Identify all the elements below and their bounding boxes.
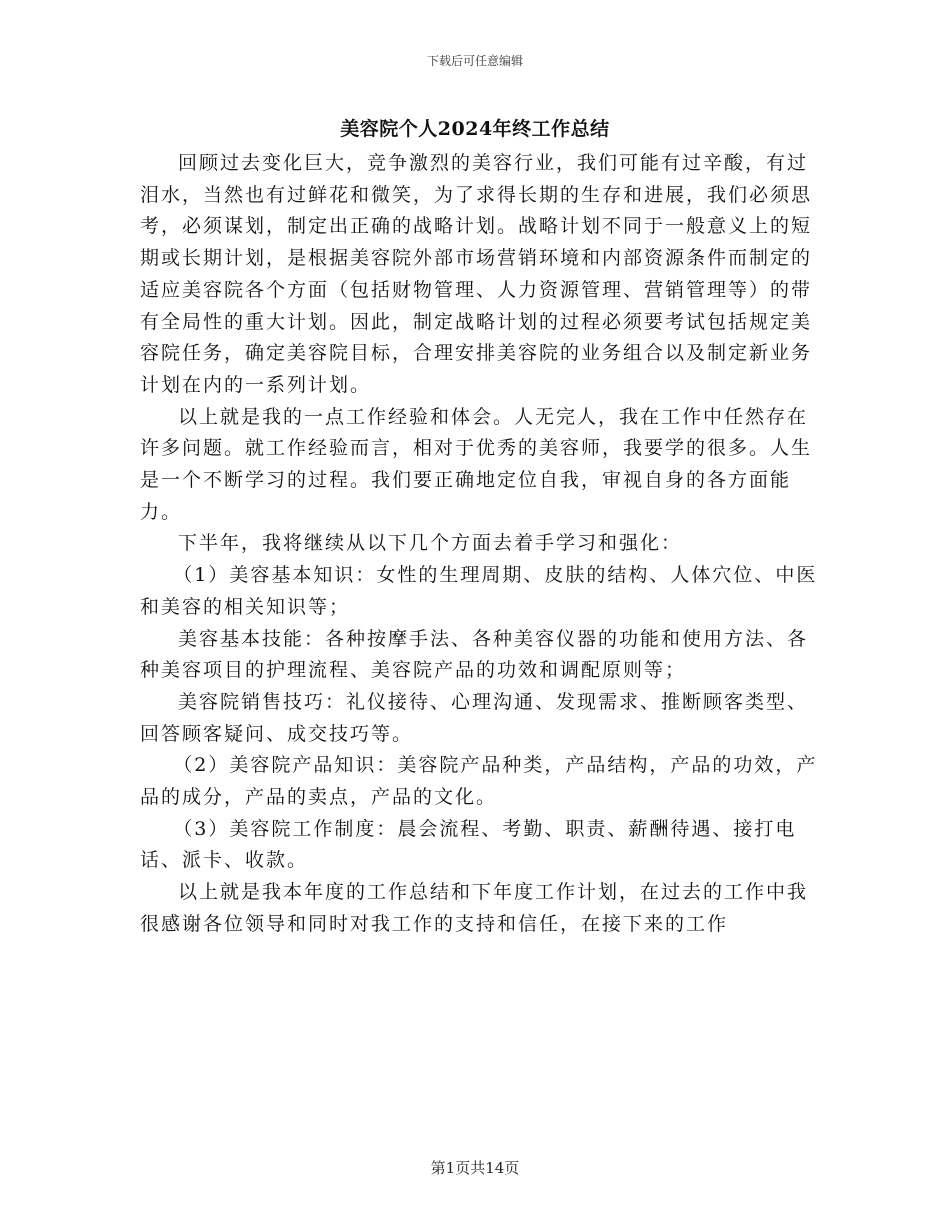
paragraph-review: 回顾过去变化巨大，竞争激烈的美容行业，我们可能有过辛酸，有过泪水，当然也有过鲜花和微笑，为了求得长期的生存和进展，我们必须思考，必须谋划，制定出正确的战略计划。战略计划不同于一般意义上的短期或长期计划，是根据美容院外部市场营销环境和内部资源条件而制定的适应美容院各个方面（包括财物管理、人力资源管理、营销管理等）的带有全局性的重大计划。因此，制定战略计划的过程必须要考试包括规定美容院任务，确定美容院目标，合理安排美容院的业务组合以及制定新业务计划在内的一系列计划。 <box>140 152 813 396</box>
header-note: 下载后可任意编辑 <box>426 54 523 68</box>
paragraph-summary: 以上就是我本年度的工作总结和下年度工作计划，在过去的工作中我很感谢各位领导和同时对我工作的支持和信任，在接下来的工作 <box>140 881 809 935</box>
paragraph-sales-skills: 美容院销售技巧：礼仪接待、心理沟通、发现需求、推断顾客类型、回答顾客疑问、成交技巧等。 <box>140 690 809 745</box>
document-body <box>140 148 820 941</box>
paragraph-product-knowledge: （2）美容院产品知识：美容院产品种类，产品结构，产品的功效，产品的成分，产品的卖点，产品的文化。 <box>140 754 818 809</box>
page-number: 第1页共14页 <box>430 1159 520 1177</box>
document-title: 美容院个人2024年终工作总结 <box>340 118 610 140</box>
paragraph-basic-skills: 美容基本技能：各种按摩手法、各种美容仪器的功能和使用方法、各种美容项目的护理流程、美容院产品的功效和调配原则等； <box>140 627 809 682</box>
paragraph-work-rules: （3）美容院工作制度：晨会流程、考勤、职责、薪酬待遇、接打电话、派卡、收款。 <box>140 817 797 872</box>
paragraph-basic-knowledge: （1）美容基本知识：女性的生理周期、皮肤的结构、人体穴位、中医和美容的相关知识等； <box>140 564 818 618</box>
paragraph-experience: 以上就是我的一点工作经验和体会。人无完人，我在工作中任然存在许多问题。就工作经验而言，相对于优秀的美容师，我要学的很多。人生是一个不断学习的过程。我们要正确地定位自我，审视自身的各方面能力。 <box>140 405 813 523</box>
paragraph-plan-intro: 下半年，我将继续从以下几个方面去着手学习和强化： <box>178 532 683 555</box>
